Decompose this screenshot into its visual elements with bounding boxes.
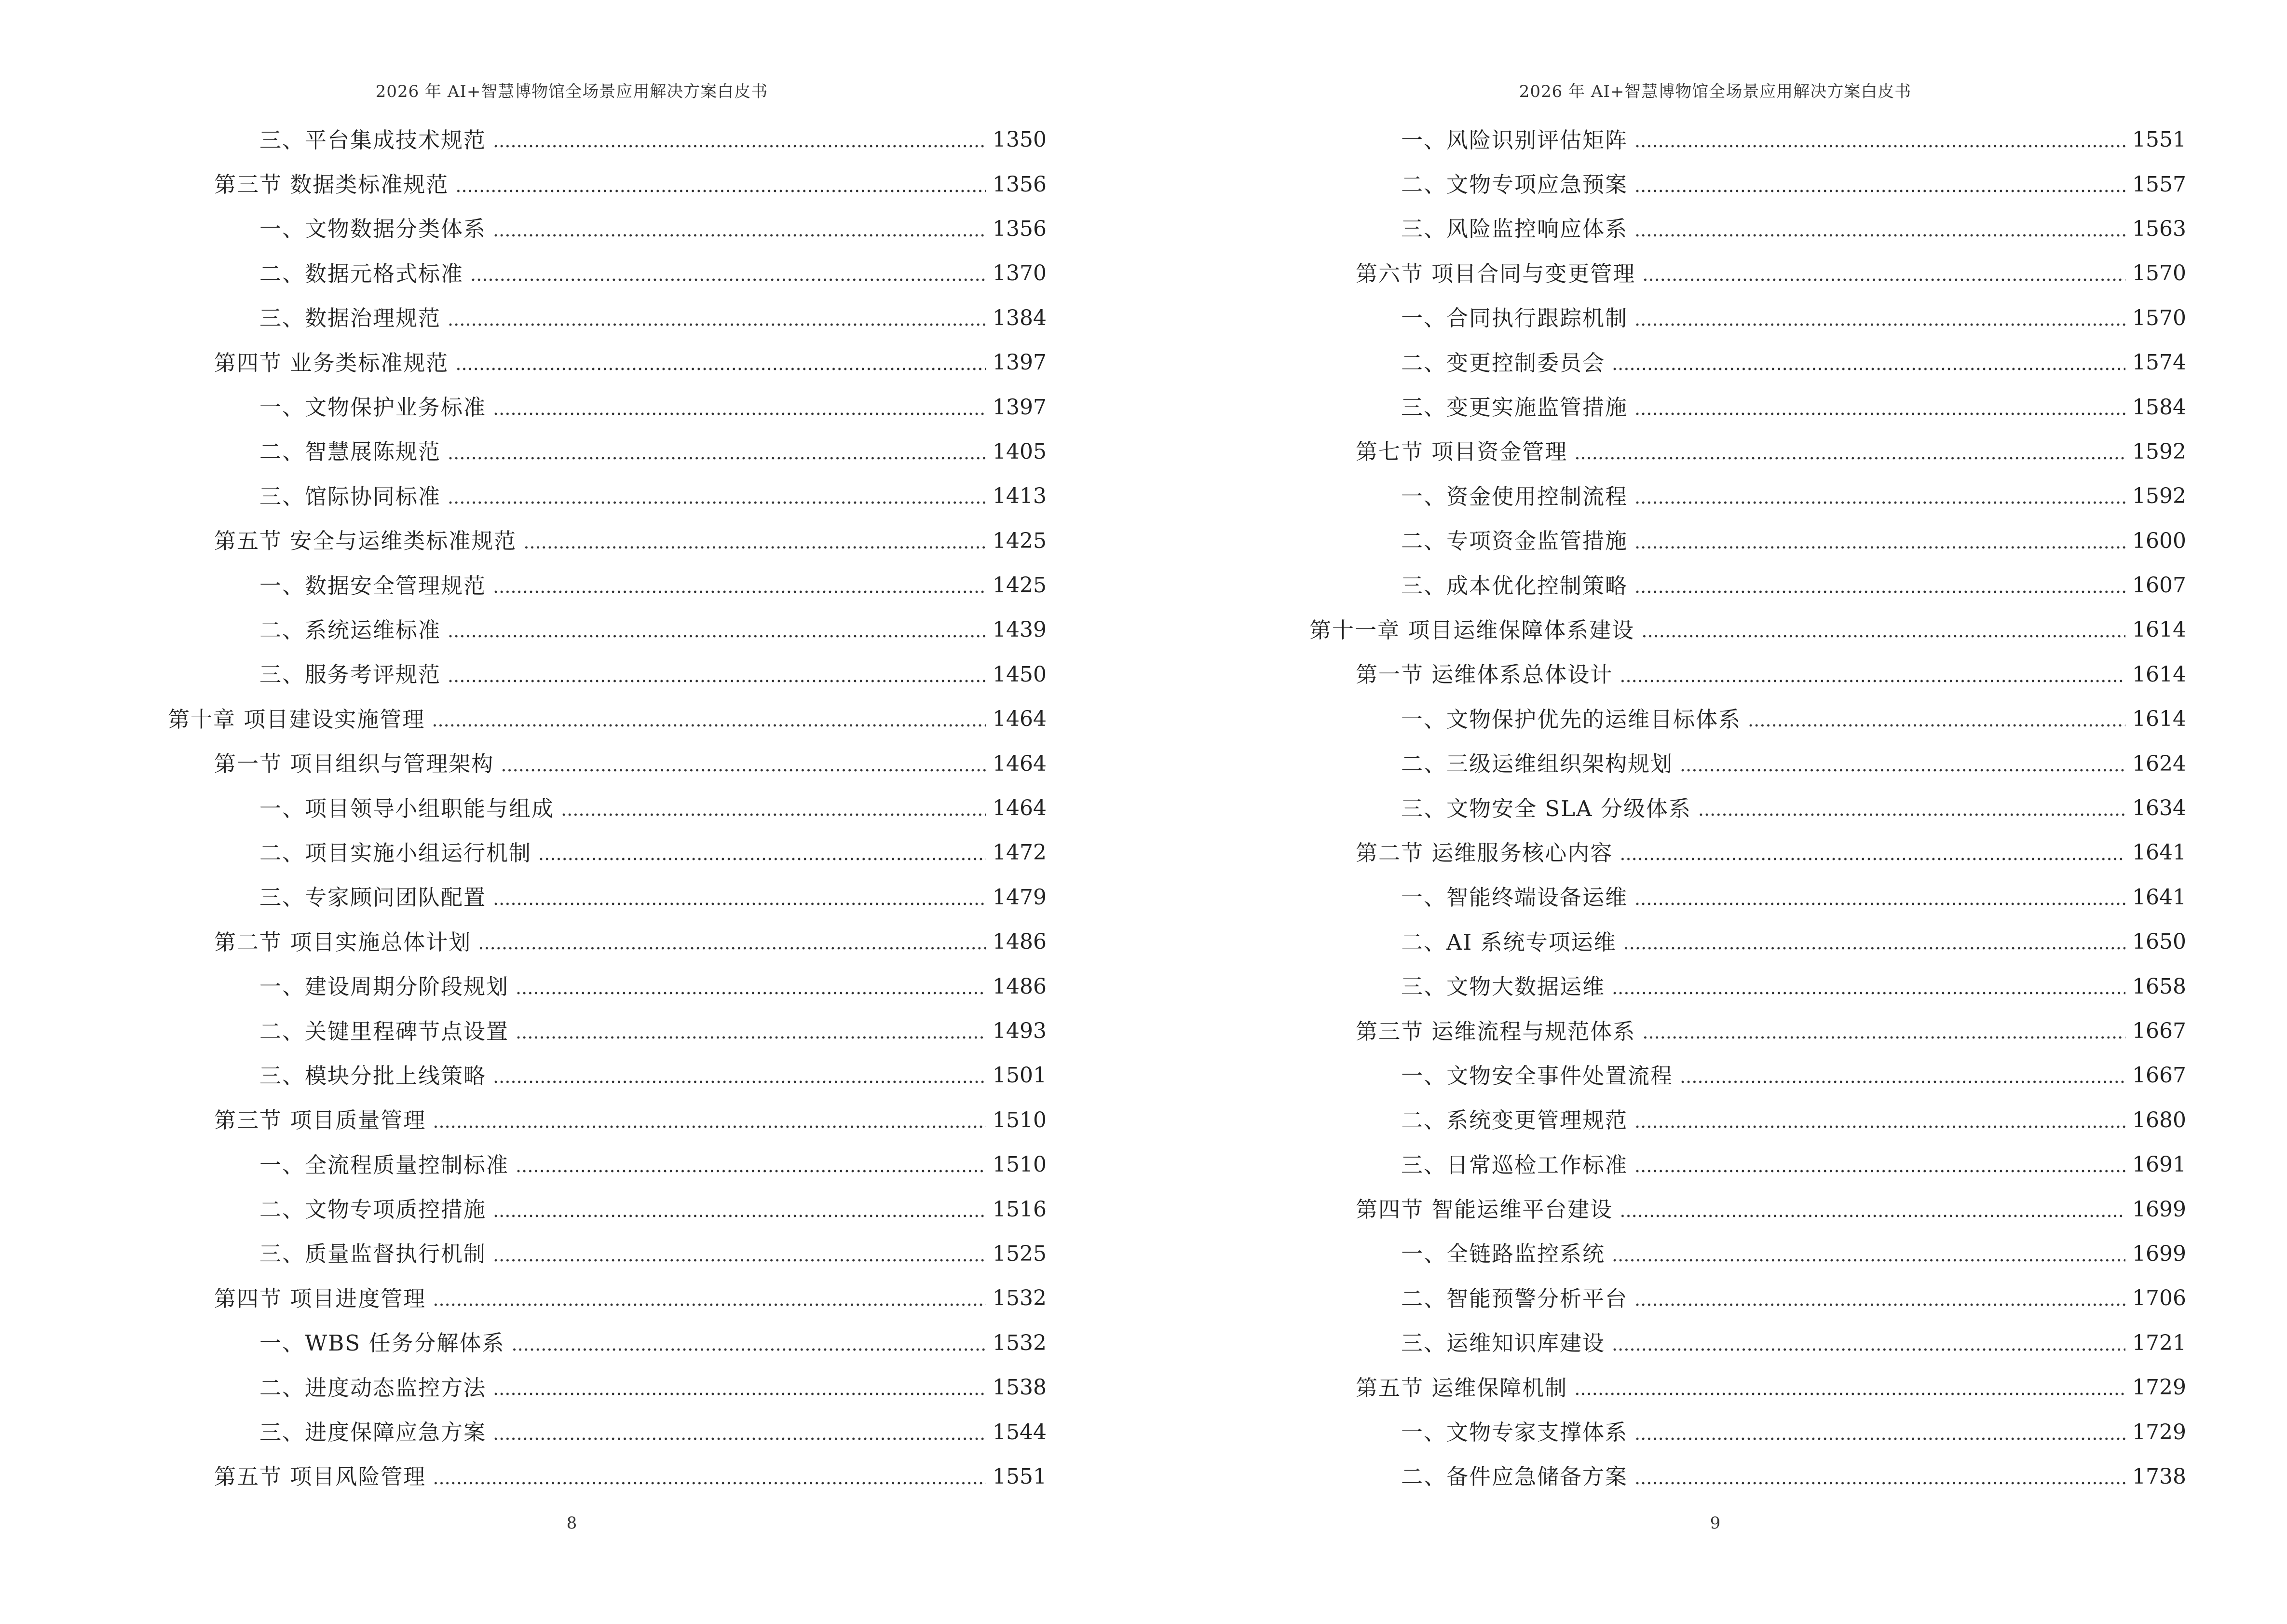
toc-entry[interactable] — [1309, 341, 2186, 385]
toc-entry-title: 第六节 项目合同与变更管理 — [1356, 260, 1636, 287]
toc-dot-leader — [1574, 444, 2125, 462]
toc-entry[interactable] — [1309, 786, 2186, 831]
toc-dot-leader — [1634, 1157, 2125, 1175]
toc-entry-title: 三、运维知识库建设 — [1401, 1330, 1606, 1356]
toc-dot-leader — [493, 1424, 986, 1443]
toc-entry-page-number: 1557 — [2132, 172, 2186, 197]
toc-dot-leader — [433, 1112, 986, 1131]
toc-dot-leader — [493, 1379, 986, 1398]
toc-dot-leader — [1634, 1469, 2125, 1487]
toc-dot-leader — [433, 1469, 986, 1487]
toc-entry-page-number: 1464 — [993, 707, 1047, 732]
toc-dot-leader — [493, 1201, 986, 1220]
toc-dot-leader — [493, 399, 986, 418]
toc-entry-title: 第三节 运维流程与规范体系 — [1356, 1018, 1636, 1044]
toc-dot-leader — [455, 355, 986, 373]
toc-entry-title: 三、日常巡检工作标准 — [1401, 1152, 1628, 1178]
toc-entry-page-number: 1544 — [993, 1419, 1047, 1445]
toc-entry[interactable] — [1309, 118, 2186, 162]
toc-entry-page-number: 1413 — [993, 484, 1047, 509]
toc-dot-leader — [1620, 1201, 2125, 1220]
toc-entry-page-number: 1501 — [993, 1063, 1047, 1088]
toc-entry[interactable] — [1309, 1053, 2186, 1098]
toc-entry-title: 第四节 项目进度管理 — [214, 1285, 426, 1311]
toc-dot-leader — [433, 1290, 986, 1309]
toc-entry-title: 三、专家顾问团队配置 — [259, 885, 487, 911]
toc-entry[interactable] — [1309, 1187, 2186, 1231]
toc-entry[interactable] — [1309, 608, 2186, 652]
toc-entry[interactable] — [1309, 1276, 2186, 1321]
running-header: 2026 年 AI+智慧博物馆全场景应用解决方案白皮书 — [375, 82, 768, 101]
toc-entry[interactable] — [168, 519, 1047, 563]
toc-entry[interactable] — [168, 251, 1047, 296]
toc-entry[interactable] — [1309, 207, 2186, 251]
toc-entry-title: 二、关键里程碑节点设置 — [259, 1018, 509, 1044]
toc-entry-title: 三、模块分批上线策略 — [259, 1063, 487, 1089]
toc-entry-page-number: 1532 — [993, 1286, 1047, 1311]
toc-entry-title: 一、建设周期分阶段规划 — [259, 974, 509, 1000]
toc-entry-title: 二、文物专项质控措施 — [259, 1197, 487, 1223]
toc-dot-leader — [448, 622, 986, 640]
toc-entry-page-number: 1667 — [2132, 1019, 2186, 1043]
toc-dot-leader — [1634, 577, 2125, 596]
toc-dot-leader — [1612, 355, 2125, 373]
toc-entry-title: 二、数据元格式标准 — [259, 260, 464, 287]
toc-dot-leader — [1634, 132, 2125, 150]
toc-entry-page-number: 1350 — [993, 127, 1047, 152]
toc-entry-page-number: 1624 — [2132, 751, 2186, 776]
toc-entry-title: 二、三级运维组织架构规划 — [1401, 751, 1674, 777]
toc-entry[interactable] — [1309, 1143, 2186, 1187]
toc-entry-page-number: 1538 — [993, 1375, 1047, 1400]
toc-entry-page-number: 1510 — [993, 1107, 1047, 1133]
toc-entry-title: 第十章 项目建设实施管理 — [168, 706, 425, 732]
toc-dot-leader — [516, 979, 986, 997]
toc-entry-title: 一、WBS 任务分解体系 — [259, 1330, 505, 1356]
toc-entry-page-number: 1450 — [993, 662, 1047, 687]
toc-dot-leader — [493, 889, 986, 908]
toc-entry[interactable] — [168, 964, 1047, 1009]
toc-entry-page-number: 1510 — [993, 1152, 1047, 1177]
toc-entry[interactable] — [1309, 1365, 2186, 1410]
toc-dot-leader — [1612, 1335, 2125, 1353]
toc-dot-leader — [1680, 756, 2125, 774]
toc-entry-page-number: 1570 — [2132, 305, 2186, 330]
toc-dot-leader — [1634, 1290, 2125, 1309]
toc-entry[interactable] — [1309, 964, 2186, 1009]
toc-dot-leader — [516, 1023, 986, 1041]
toc-entry[interactable] — [168, 430, 1047, 474]
toc-entry-page-number: 1532 — [993, 1330, 1047, 1355]
toc-entry-page-number: 1691 — [2132, 1152, 2186, 1177]
toc-entry-page-number: 1486 — [993, 929, 1047, 955]
toc-entry-page-number: 1397 — [993, 395, 1047, 420]
toc-entry-title: 三、风险监控响应体系 — [1401, 216, 1628, 242]
toc-dot-leader — [470, 265, 986, 284]
toc-entry-title: 二、智能预警分析平台 — [1401, 1285, 1628, 1311]
toc-entry[interactable] — [168, 786, 1047, 831]
toc-entry[interactable] — [168, 385, 1047, 429]
toc-dot-leader — [1612, 979, 2125, 997]
toc-entry[interactable] — [1309, 474, 2186, 519]
toc-entry-page-number: 1397 — [993, 350, 1047, 375]
toc-entry-title: 三、数据治理规范 — [259, 305, 441, 331]
toc-entry[interactable] — [1309, 296, 2186, 341]
toc-dot-leader — [1634, 221, 2125, 239]
toc-dot-leader — [1634, 533, 2125, 551]
toc-entry-page-number: 1614 — [2132, 707, 2186, 732]
toc-entry-title: 第五节 安全与运维类标准规范 — [214, 528, 517, 554]
toc-entry-title: 一、资金使用控制流程 — [1401, 483, 1628, 509]
toc-entry-page-number: 1464 — [993, 796, 1047, 821]
toc-entry[interactable] — [1309, 920, 2186, 964]
toc-entry[interactable] — [1309, 1232, 2186, 1276]
toc-entry[interactable] — [168, 162, 1047, 206]
toc-entry-title: 二、系统运维标准 — [259, 617, 441, 643]
toc-entry-page-number: 1356 — [993, 172, 1047, 197]
toc-dot-leader — [1620, 667, 2125, 685]
toc-entry-title: 一、文物数据分类体系 — [259, 216, 487, 242]
toc-dot-leader — [1642, 1023, 2125, 1041]
toc-entry[interactable] — [1309, 1410, 2186, 1454]
toc-entry-title: 第三节 数据类标准规范 — [214, 172, 449, 198]
toc-entry-title: 一、文物安全事件处置流程 — [1401, 1063, 1674, 1089]
toc-entry[interactable] — [168, 207, 1047, 251]
toc-entry[interactable] — [168, 608, 1047, 652]
toc-entry-title: 三、质量监督执行机制 — [259, 1241, 487, 1267]
toc-entry-title: 三、文物安全 SLA 分级体系 — [1401, 795, 1691, 821]
toc-entry-page-number: 1729 — [2132, 1419, 2186, 1445]
toc-entry[interactable] — [168, 831, 1047, 875]
toc-entry-title: 一、文物专家支撑体系 — [1401, 1419, 1628, 1446]
page-number: 8 — [566, 1514, 577, 1533]
toc-entry[interactable] — [168, 474, 1047, 519]
toc-entry-title: 一、数据安全管理规范 — [259, 573, 487, 599]
toc-entry[interactable] — [1309, 162, 2186, 206]
toc-entry[interactable] — [168, 1455, 1047, 1499]
toc-entry-page-number: 1356 — [993, 216, 1047, 241]
toc-dot-leader — [493, 221, 986, 239]
toc-entry[interactable] — [168, 741, 1047, 786]
toc-entry[interactable] — [1309, 875, 2186, 920]
toc-entry-page-number: 1614 — [2132, 617, 2186, 642]
toc-entry-title: 三、成本优化控制策略 — [1401, 573, 1628, 599]
toc-entry[interactable] — [168, 1053, 1047, 1098]
toc-entry-page-number: 1729 — [2132, 1375, 2186, 1400]
toc-entry-title: 三、变更实施监管措施 — [1401, 395, 1628, 421]
toc-entry-page-number: 1370 — [993, 261, 1047, 286]
toc-entry-page-number: 1592 — [2132, 439, 2186, 464]
toc-dot-leader — [1634, 177, 2125, 195]
toc-entry-page-number: 1592 — [2132, 484, 2186, 509]
toc-entry-page-number: 1641 — [2132, 840, 2186, 865]
toc-entry-title: 第二节 项目实施总体计划 — [214, 929, 472, 955]
toc-entry-title: 一、合同执行跟踪机制 — [1401, 305, 1628, 331]
toc-entry[interactable] — [168, 1187, 1047, 1231]
toc-entry-page-number: 1667 — [2132, 1063, 2186, 1088]
toc-entry-page-number: 1425 — [993, 573, 1047, 598]
toc-entry-title: 三、文物大数据运维 — [1401, 974, 1606, 1000]
toc-dot-leader — [1574, 1379, 2125, 1398]
toc-entry-title: 一、智能终端设备运维 — [1401, 885, 1628, 911]
toc-dot-leader — [523, 533, 986, 551]
toc-entry-title: 第四节 智能运维平台建设 — [1356, 1197, 1613, 1223]
toc-entry-title: 三、进度保障应急方案 — [259, 1419, 487, 1446]
toc-dot-leader — [1620, 845, 2125, 863]
toc-entry-page-number: 1551 — [2132, 127, 2186, 152]
toc-entry-title: 第三节 项目质量管理 — [214, 1107, 426, 1133]
toc-dot-leader — [1634, 310, 2125, 328]
toc-entry-title: 一、全流程质量控制标准 — [259, 1152, 509, 1178]
toc-entry[interactable] — [168, 1098, 1047, 1143]
toc-dot-leader — [448, 444, 986, 462]
toc-dot-leader — [1748, 711, 2125, 729]
toc-entry-title: 二、备件应急储备方案 — [1401, 1464, 1628, 1490]
toc-dot-leader — [455, 177, 986, 195]
toc-entry[interactable] — [168, 697, 1047, 741]
toc-entry-title: 二、进度动态监控方法 — [259, 1375, 487, 1401]
toc-dot-leader — [1623, 934, 2125, 952]
toc-entry-page-number: 1486 — [993, 974, 1047, 999]
toc-entry-page-number: 1439 — [993, 617, 1047, 642]
toc-entry[interactable] — [168, 875, 1047, 920]
toc-dot-leader — [516, 1157, 986, 1175]
toc-entry[interactable] — [1309, 1455, 2186, 1499]
toc-entry[interactable] — [168, 1276, 1047, 1321]
toc-entry-page-number: 1680 — [2132, 1107, 2186, 1133]
toc-dot-leader — [1634, 1424, 2125, 1443]
toc-entry[interactable] — [1309, 741, 2186, 786]
toc-dot-leader — [561, 800, 986, 819]
toc-entry-title: 二、智慧展陈规范 — [259, 439, 441, 465]
toc-entry-page-number: 1584 — [2132, 395, 2186, 420]
toc-entry-title: 一、项目领导小组职能与组成 — [259, 795, 555, 821]
toc-entry[interactable] — [1309, 831, 2186, 875]
toc-entry-title: 第二节 运维服务核心内容 — [1356, 840, 1613, 866]
toc-entry-title: 二、AI 系统专项运维 — [1401, 929, 1617, 955]
toc-entry[interactable] — [168, 118, 1047, 162]
toc-dot-leader — [538, 845, 986, 863]
toc-entry[interactable] — [168, 1232, 1047, 1276]
toc-entry-page-number: 1425 — [993, 528, 1047, 553]
toc-dot-leader — [493, 577, 986, 596]
toc-entry-title: 第一节 运维体系总体设计 — [1356, 662, 1613, 688]
toc-entry-title: 第十一章 项目运维保障体系建设 — [1309, 617, 1635, 643]
toc-entry-page-number: 1472 — [993, 840, 1047, 865]
toc-entry-page-number: 1706 — [2132, 1286, 2186, 1311]
toc-dot-leader — [448, 488, 986, 506]
toc-entry-title: 二、文物专项应急预案 — [1401, 172, 1628, 198]
toc-entry-title: 三、服务考评规范 — [259, 662, 441, 688]
toc-entry-page-number: 1600 — [2132, 528, 2186, 553]
toc-entry[interactable] — [1309, 1098, 2186, 1143]
toc-entry-page-number: 1551 — [993, 1464, 1047, 1489]
toc-entry-title: 一、文物保护业务标准 — [259, 395, 487, 421]
toc-entry[interactable] — [1309, 653, 2186, 697]
toc-entry-title: 三、平台集成技术规范 — [259, 127, 487, 153]
toc-entry-title: 一、全链路监控系统 — [1401, 1241, 1606, 1267]
toc-dot-leader — [1642, 265, 2125, 284]
toc-dot-leader — [493, 1067, 986, 1086]
toc-dot-leader — [1634, 488, 2125, 506]
toc-entry[interactable] — [1309, 385, 2186, 429]
toc-entry-title: 二、项目实施小组运行机制 — [259, 840, 532, 866]
toc-entry-page-number: 1525 — [993, 1241, 1047, 1266]
toc-entry-title: 第五节 运维保障机制 — [1356, 1375, 1568, 1401]
toc-entry-page-number: 1699 — [2132, 1241, 2186, 1266]
toc-entry-page-number: 1384 — [993, 305, 1047, 330]
running-header: 2026 年 AI+智慧博物馆全场景应用解决方案白皮书 — [1519, 82, 1912, 101]
toc-entry-page-number: 1614 — [2132, 662, 2186, 687]
toc-entry-page-number: 1738 — [2132, 1464, 2186, 1489]
toc-entry-page-number: 1721 — [2132, 1330, 2186, 1355]
toc-dot-leader — [1612, 1246, 2125, 1264]
toc-entry-page-number: 1516 — [993, 1197, 1047, 1222]
toc-entry-page-number: 1699 — [2132, 1197, 2186, 1222]
toc-dot-leader — [1680, 1067, 2125, 1086]
toc-entry-title: 二、专项资金监管措施 — [1401, 528, 1628, 554]
toc-entry[interactable] — [1309, 697, 2186, 741]
toc-entry[interactable] — [168, 1365, 1047, 1410]
toc-entry-page-number: 1658 — [2132, 974, 2186, 999]
toc-entry-title: 三、馆际协同标准 — [259, 483, 441, 509]
toc-dot-leader — [1641, 622, 2125, 640]
toc-entry-page-number: 1574 — [2132, 350, 2186, 375]
toc-entry-title: 第四节 业务类标准规范 — [214, 350, 449, 376]
toc-entry-title: 第五节 项目风险管理 — [214, 1464, 426, 1490]
toc-entry-page-number: 1493 — [993, 1019, 1047, 1043]
toc-entry-title: 一、风险识别评估矩阵 — [1401, 127, 1628, 153]
toc-entry-title: 第一节 项目组织与管理架构 — [214, 751, 494, 777]
toc-dot-leader — [493, 132, 986, 150]
toc-entry-title: 二、变更控制委员会 — [1401, 350, 1606, 376]
toc-dot-leader — [1634, 1112, 2125, 1131]
toc-dot-leader — [1698, 800, 2125, 819]
toc-entry[interactable] — [168, 920, 1047, 964]
toc-entry[interactable] — [168, 653, 1047, 697]
toc-entry-page-number: 1563 — [2132, 216, 2186, 241]
toc-entry[interactable] — [168, 1321, 1047, 1365]
toc-entry[interactable] — [168, 341, 1047, 385]
toc-entry[interactable] — [1309, 430, 2186, 474]
toc-list — [168, 118, 1047, 1499]
page-number: 9 — [1710, 1514, 1721, 1533]
toc-entry-title: 第七节 项目资金管理 — [1356, 439, 1568, 465]
toc-entry-page-number: 1641 — [2132, 885, 2186, 910]
toc-dot-leader — [448, 310, 986, 328]
toc-entry-page-number: 1570 — [2132, 261, 2186, 286]
toc-page-right — [1144, 0, 2287, 1624]
toc-entry-page-number: 1464 — [993, 751, 1047, 776]
toc-entry-page-number: 1405 — [993, 439, 1047, 464]
toc-entry[interactable] — [1309, 251, 2186, 296]
toc-entry[interactable] — [168, 563, 1047, 608]
toc-entry[interactable] — [1309, 1009, 2186, 1053]
toc-entry-page-number: 1650 — [2132, 929, 2186, 955]
toc-entry[interactable] — [168, 1410, 1047, 1454]
toc-list — [1309, 118, 2186, 1499]
toc-entry[interactable] — [1309, 1321, 2186, 1365]
toc-entry[interactable] — [168, 1009, 1047, 1053]
toc-entry-page-number: 1479 — [993, 885, 1047, 910]
toc-dot-leader — [501, 756, 986, 774]
toc-entry[interactable] — [1309, 519, 2186, 563]
toc-dot-leader — [1634, 399, 2125, 418]
toc-dot-leader — [432, 711, 986, 729]
toc-entry[interactable] — [168, 296, 1047, 341]
toc-entry[interactable] — [1309, 563, 2186, 608]
toc-entry-page-number: 1607 — [2132, 573, 2186, 598]
toc-entry-title: 一、文物保护优先的运维目标体系 — [1401, 706, 1742, 732]
toc-entry-title: 二、系统变更管理规范 — [1401, 1107, 1628, 1133]
toc-entry[interactable] — [168, 1143, 1047, 1187]
toc-dot-leader — [511, 1335, 986, 1353]
toc-dot-leader — [448, 667, 986, 685]
toc-dot-leader — [493, 1246, 986, 1264]
toc-entry-page-number: 1634 — [2132, 796, 2186, 821]
toc-dot-leader — [1634, 889, 2125, 908]
toc-dot-leader — [478, 934, 986, 952]
